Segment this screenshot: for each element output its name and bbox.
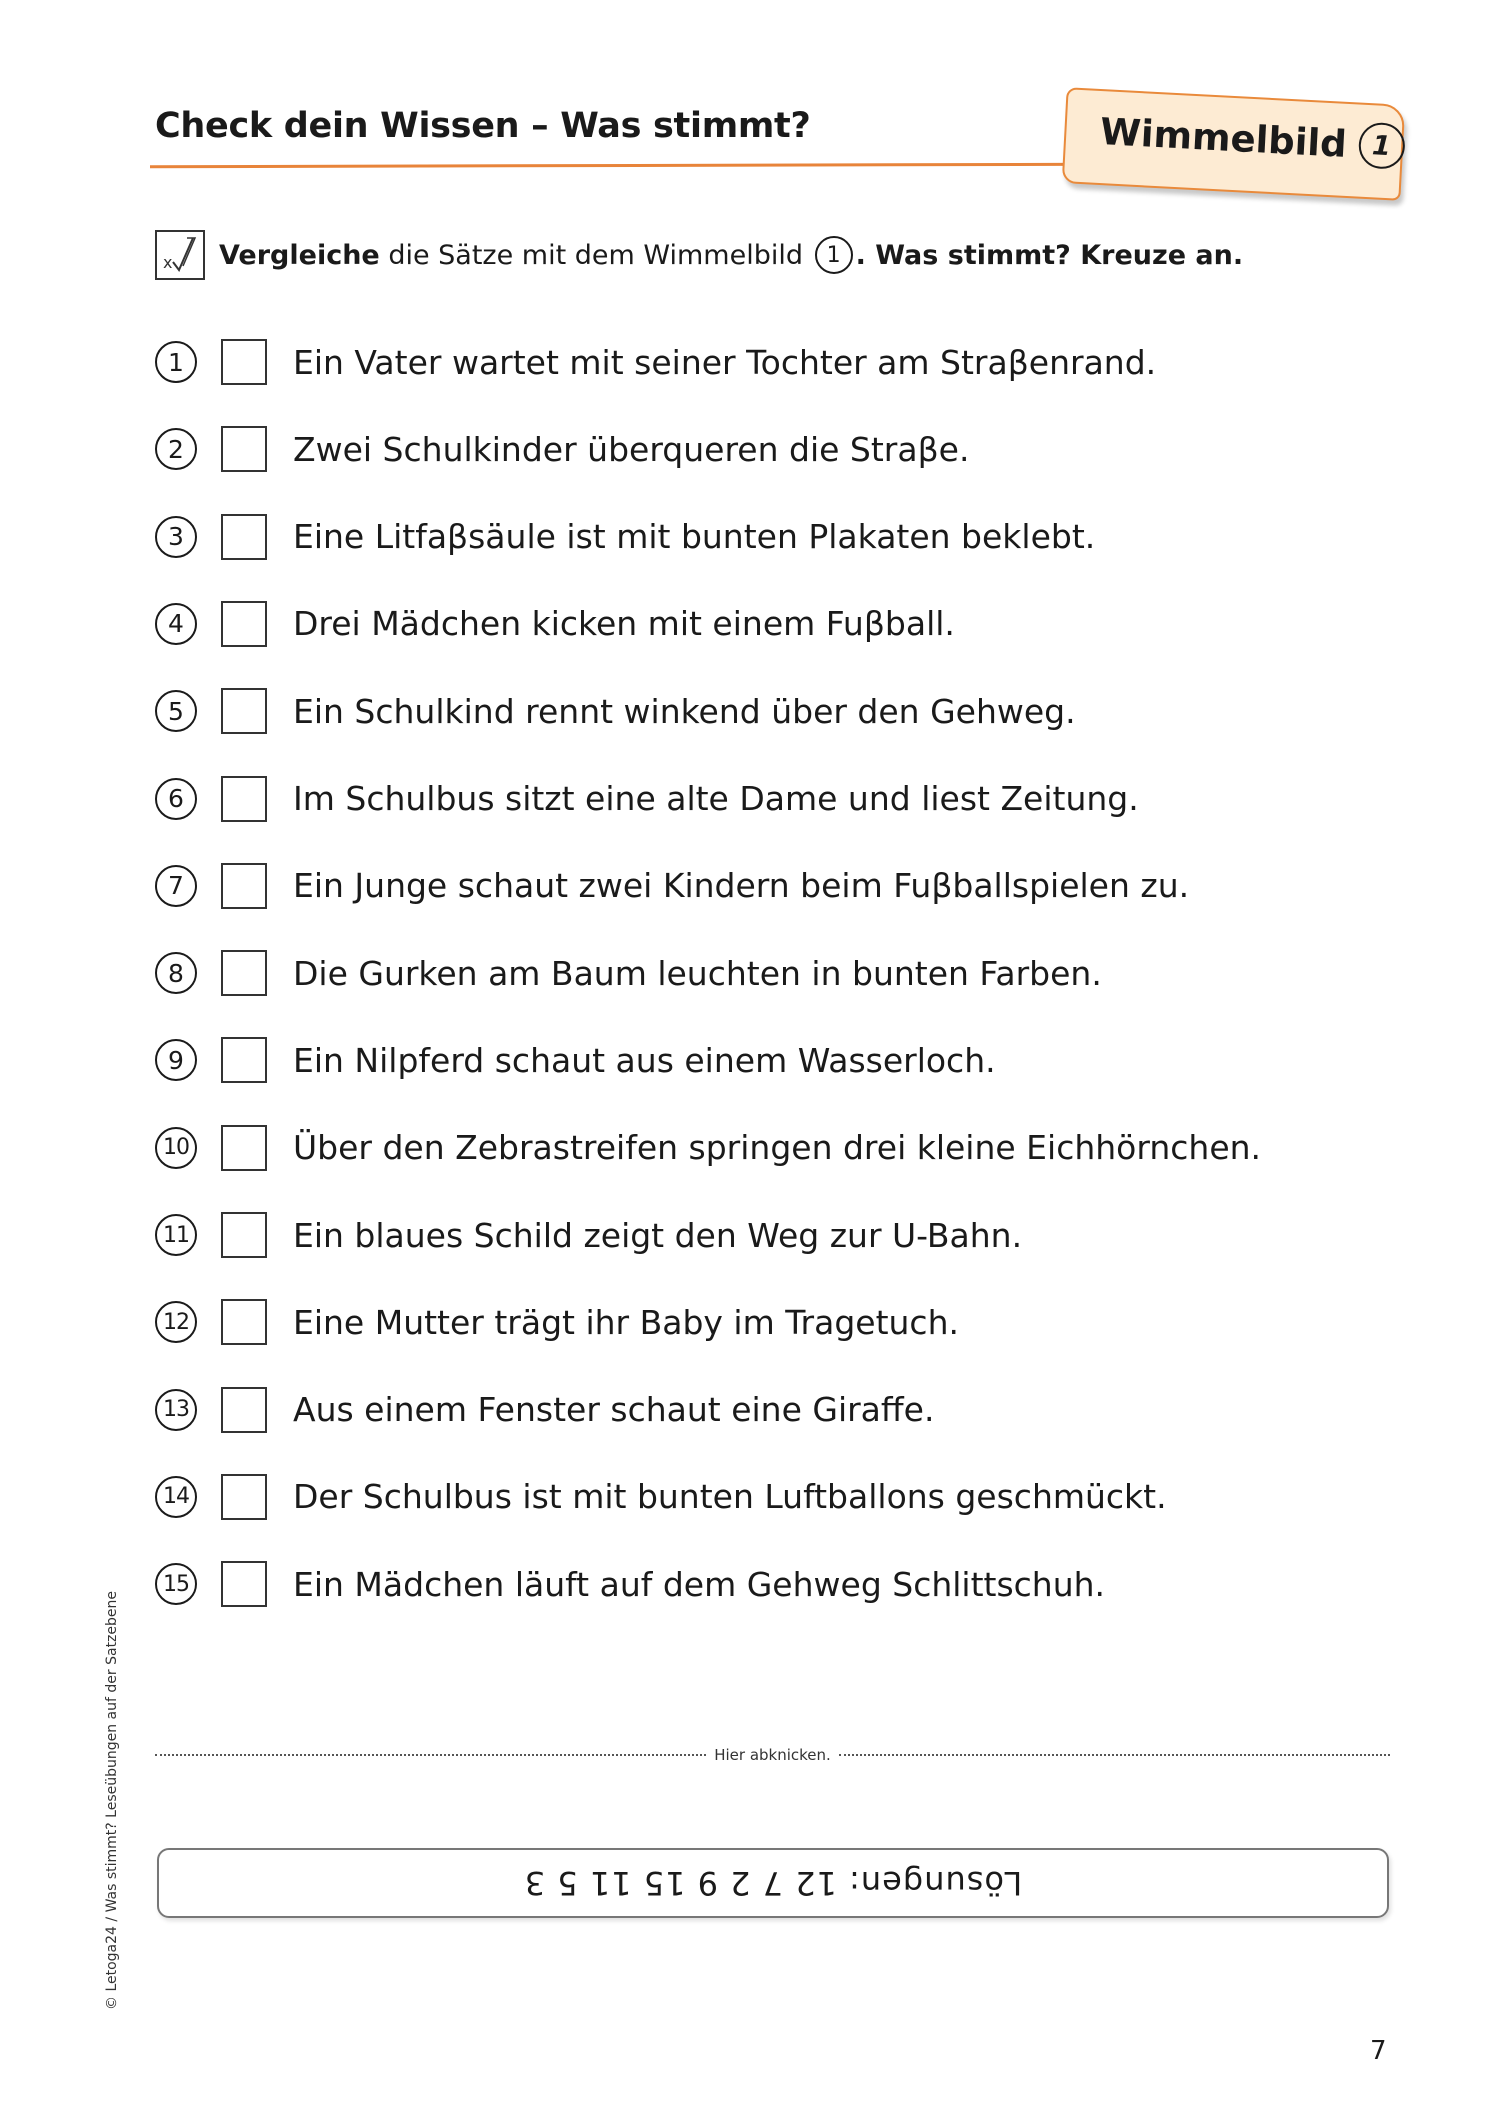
sentence-text: Über den Zebrastreifen springen drei kleine Eichhörnchen. <box>293 1128 1262 1168</box>
solution-box <box>157 1848 1389 1918</box>
answer-checkbox[interactable] <box>221 339 267 385</box>
item-number: 4 <box>155 603 197 645</box>
sentence-text: Ein Junge schaut zwei Kindern beim Fuβballspielen zu. <box>293 866 1190 906</box>
sentence-item <box>155 598 955 650</box>
sentence-item <box>155 1558 1105 1610</box>
item-number: 14 <box>155 1476 197 1518</box>
page-number: 7 <box>1370 2036 1387 2066</box>
answer-checkbox[interactable] <box>221 1474 267 1520</box>
instruction-ref-number: 1 <box>815 236 853 274</box>
tag-label: Wimmelbild <box>1099 109 1348 166</box>
sentence-item <box>155 773 1139 825</box>
instruction-verb: Vergleiche <box>219 239 380 271</box>
sentence-text: Ein Vater wartet mit seiner Tochter am Straβenrand. <box>293 342 1157 382</box>
sentence-text: Eine Litfaβsäule ist mit bunten Plakaten beklebt. <box>293 517 1096 557</box>
item-number: 5 <box>155 690 197 732</box>
item-number: 1 <box>155 341 197 383</box>
tag-number: 1 <box>1357 122 1405 170</box>
item-number: 13 <box>155 1389 197 1431</box>
answer-checkbox[interactable] <box>221 601 267 647</box>
instruction-text-1: die Sätze mit dem Wimmelbild <box>379 239 812 271</box>
sentence-text: Ein Nilpferd schaut aus einem Wasserloch. <box>293 1040 996 1080</box>
sentence-text: Die Gurken am Baum leuchten in bunten Farben. <box>293 953 1102 993</box>
item-number: 6 <box>155 778 197 820</box>
item-number: 2 <box>155 428 197 470</box>
item-number: 12 <box>155 1301 197 1343</box>
fold-dots-left <box>155 1754 706 1756</box>
answer-checkbox[interactable] <box>221 1299 267 1345</box>
page-title: Check dein Wissen – Was stimmt? <box>155 106 811 146</box>
sentence-item <box>155 860 1189 912</box>
sentence-item <box>155 1296 959 1348</box>
answer-checkbox[interactable] <box>221 863 267 909</box>
fold-line <box>155 1745 1390 1765</box>
instruction-text-2: . Was stimmt? Kreuze an. <box>855 239 1244 271</box>
fold-label: Hier abknicken. <box>714 1746 831 1764</box>
item-number: 3 <box>155 516 197 558</box>
sentence-item <box>155 1034 996 1086</box>
answer-checkbox[interactable] <box>221 426 267 472</box>
answer-checkbox[interactable] <box>221 1037 267 1083</box>
sentence-item <box>155 511 1095 563</box>
answer-checkbox[interactable] <box>221 1212 267 1258</box>
sentence-item <box>155 685 1076 737</box>
sentence-item <box>155 947 1102 999</box>
answer-checkbox[interactable] <box>221 514 267 560</box>
sentence-text: Ein Mädchen läuft auf dem Gehweg Schlittschuh. <box>293 1564 1106 1604</box>
svg-text:x: x <box>163 253 173 272</box>
title-underline <box>150 163 1095 168</box>
sentence-item <box>155 1384 934 1436</box>
sentence-text: Der Schulbus ist mit bunten Luftballons geschmückt. <box>293 1477 1167 1517</box>
copyright-note: © Letoga24 / Was stimmt? Leseübungen auf der Satzebene <box>104 1590 120 2010</box>
pencil-check-icon <box>155 230 205 280</box>
answer-checkbox[interactable] <box>221 1561 267 1607</box>
answer-checkbox[interactable] <box>221 1125 267 1171</box>
sentence-text: Zwei Schulkinder überqueren die Straβe. <box>293 429 970 469</box>
sentence-item <box>155 336 1156 388</box>
sentence-item <box>155 1471 1167 1523</box>
sentence-text: Im Schulbus sitzt eine alte Dame und liest Zeitung. <box>293 779 1139 818</box>
sentence-item <box>155 1122 1261 1174</box>
answer-checkbox[interactable] <box>221 950 267 996</box>
sentence-item <box>155 423 969 475</box>
solution-text: Lösungen: 12 7 2 9 15 11 5 3 <box>523 1864 1023 1902</box>
sentence-text: Drei Mädchen kicken mit einem Fuβball. <box>293 604 955 644</box>
sentence-text: Ein blaues Schild zeigt den Weg zur U-Bahn. <box>293 1215 1023 1255</box>
item-number: 11 <box>155 1214 197 1256</box>
item-number: 7 <box>155 865 197 907</box>
instruction <box>155 230 1243 280</box>
sentence-text: Ein Schulkind rennt winkend über den Gehweg. <box>293 691 1076 731</box>
sentence-item <box>155 1209 1022 1261</box>
answer-checkbox[interactable] <box>221 1387 267 1433</box>
sentence-text: Eine Mutter trägt ihr Baby im Tragetuch. <box>293 1302 959 1342</box>
item-number: 15 <box>155 1563 197 1605</box>
item-number: 10 <box>155 1127 197 1169</box>
answer-checkbox[interactable] <box>221 776 267 822</box>
item-number: 9 <box>155 1039 197 1081</box>
fold-dots-right <box>839 1754 1390 1756</box>
item-number: 8 <box>155 952 197 994</box>
sentence-text: Aus einem Fenster schaut eine Giraffe. <box>293 1390 935 1430</box>
answer-checkbox[interactable] <box>221 688 267 734</box>
